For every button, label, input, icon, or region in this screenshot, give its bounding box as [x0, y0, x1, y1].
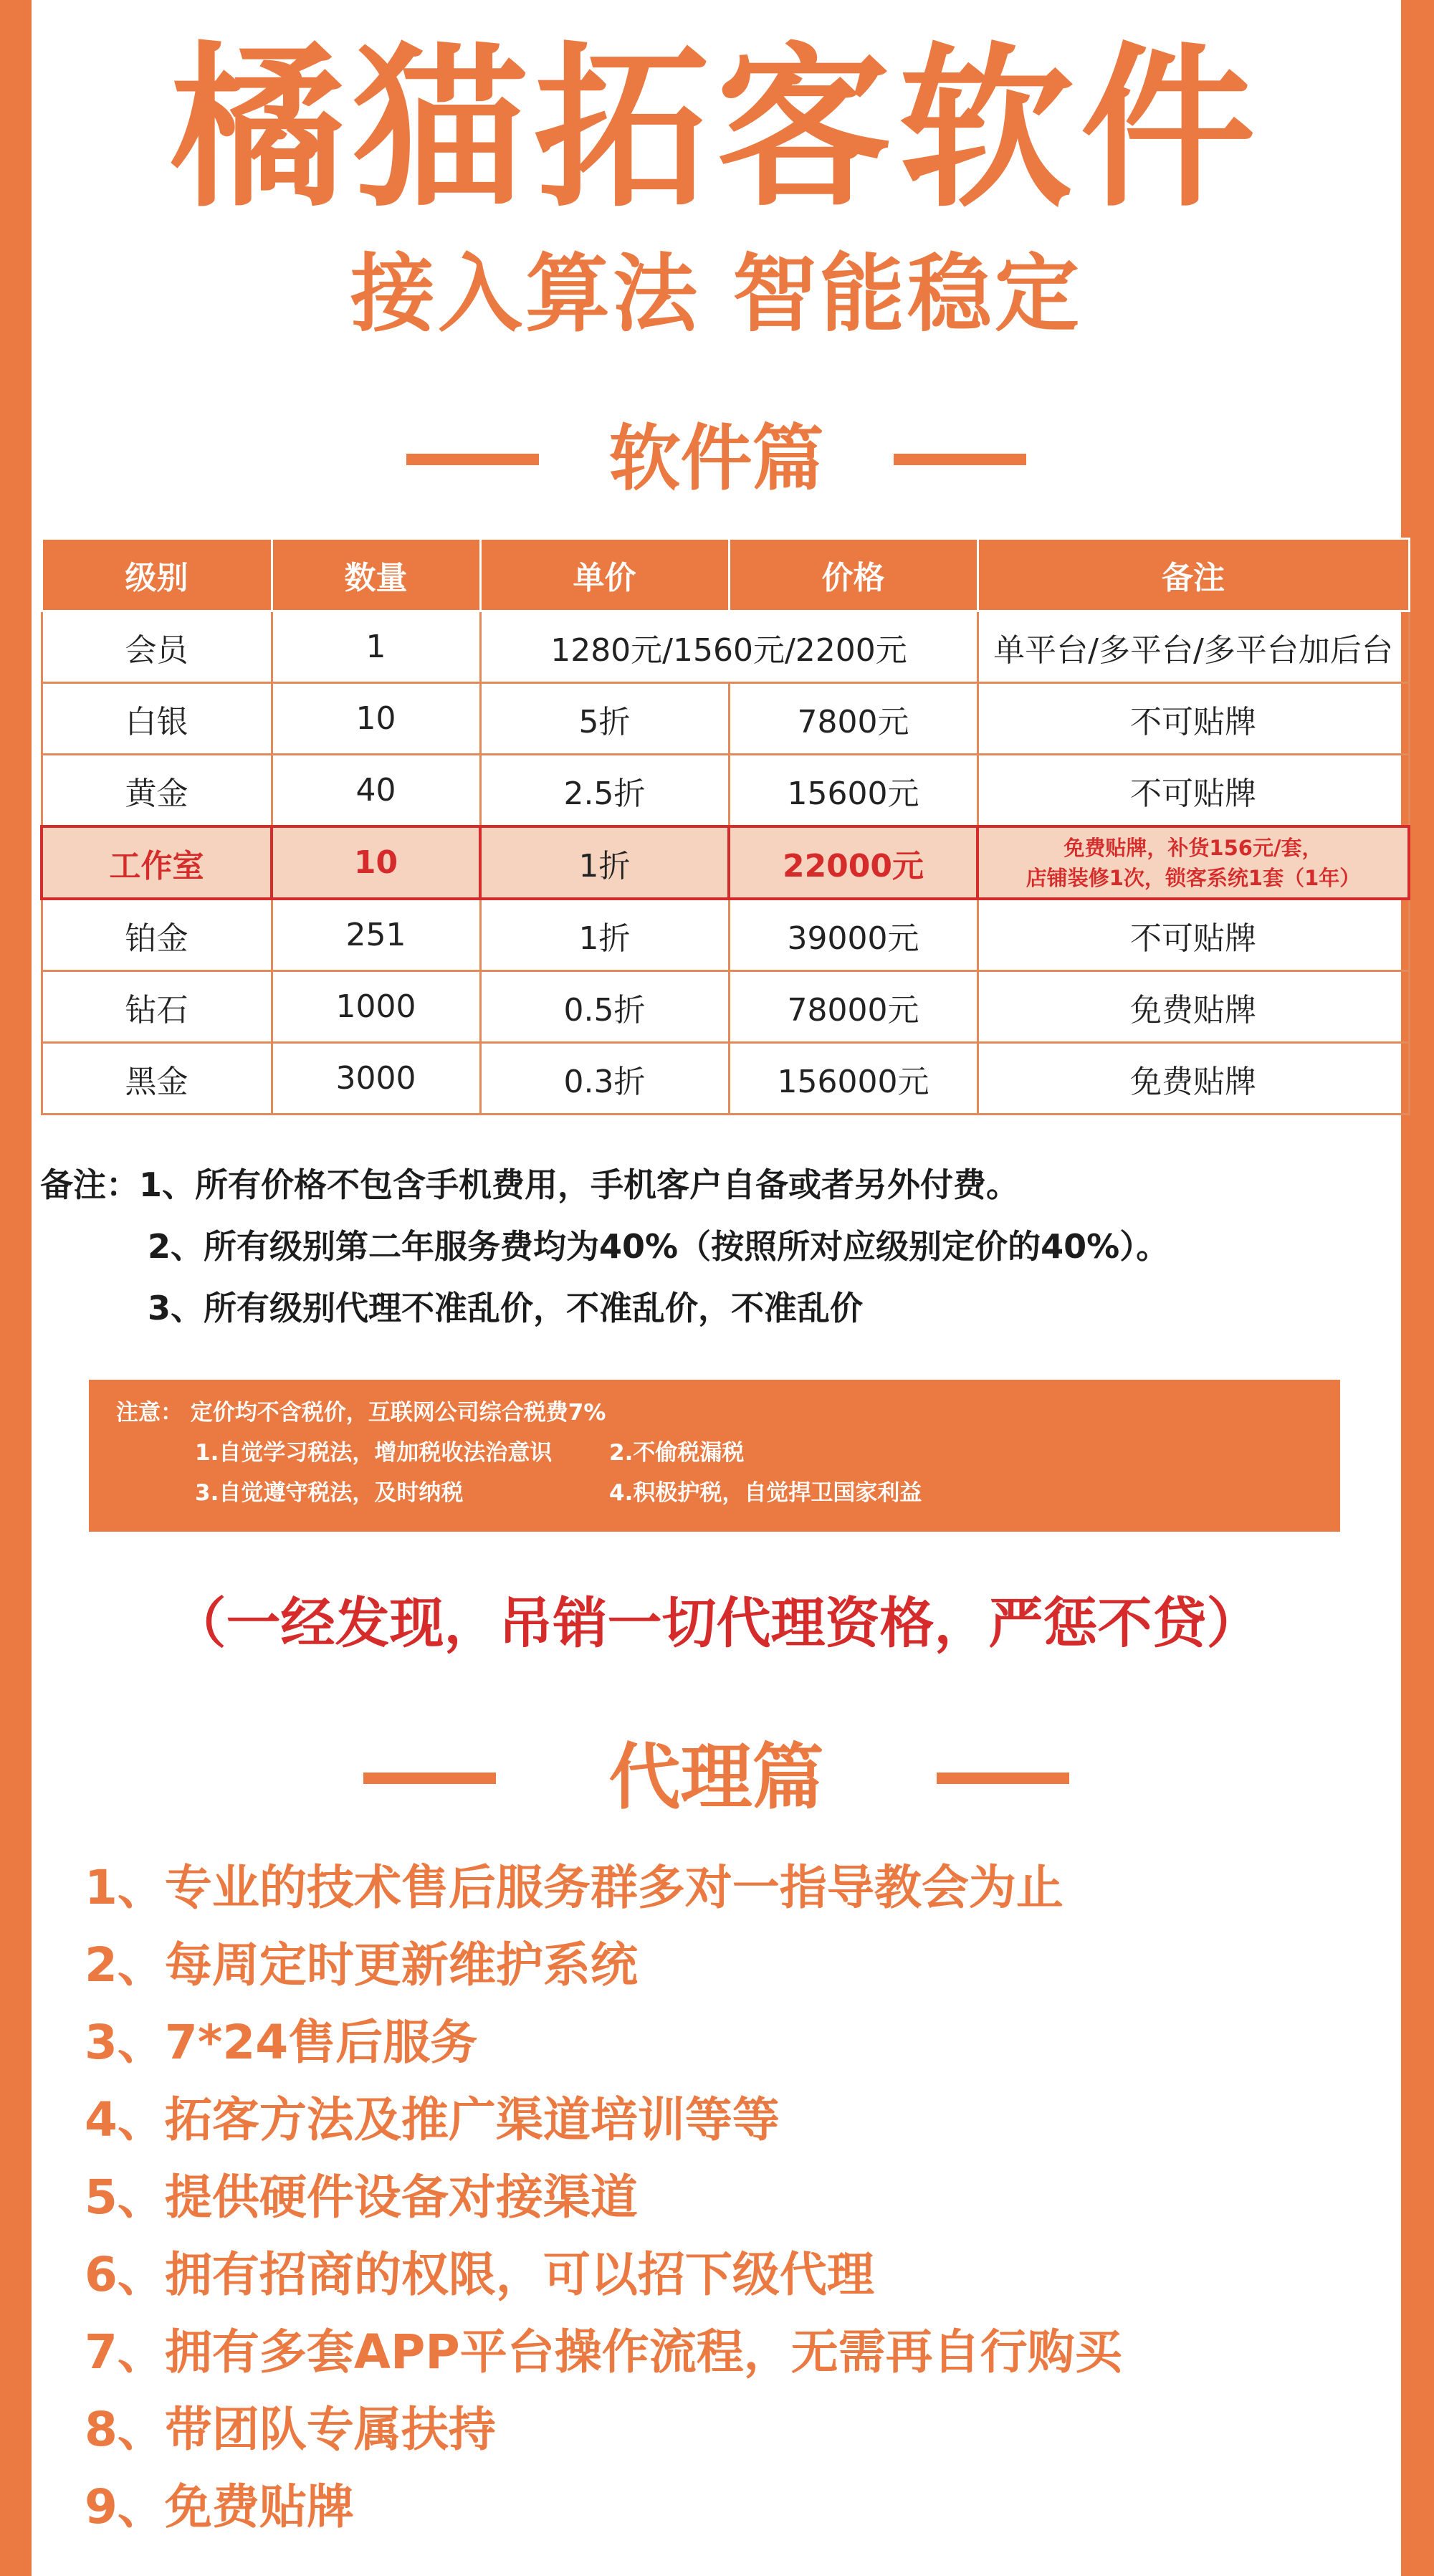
notice-item-4: 4.积极护税，自觉捍卫国家利益 [609, 1480, 922, 1506]
software-heading-text: 软件篇 [608, 416, 824, 500]
list-item: 5、提供硬件设备对接渠道 [85, 2170, 638, 2225]
price-table [40, 538, 1410, 1115]
cell-level: 白银 [42, 683, 272, 755]
cell-unit-price: 0.5折 [480, 971, 729, 1043]
cell-unit-price: 1折 [480, 826, 729, 899]
list-item: 8、带团队专属扶持 [85, 2402, 496, 2457]
cell-level: 铂金 [42, 899, 272, 971]
cell-note: 免费贴牌 [977, 971, 1409, 1043]
tax-notice-box [89, 1380, 1340, 1532]
cell-quantity: 1000 [272, 971, 480, 1043]
list-item: 9、免费贴牌 [85, 2479, 354, 2534]
cell-price: 156000元 [729, 1043, 977, 1115]
remarks-block [40, 1154, 1387, 1339]
note-line-2: 店铺装修1次，锁客系统1套（1年） [1026, 865, 1361, 890]
cell-price: 15600元 [729, 755, 977, 827]
cell-unit-price: 2.5折 [480, 755, 729, 827]
cell-quantity: 10 [272, 683, 480, 755]
cell-unit-price: 1折 [480, 899, 729, 971]
remark-line-2: 2、所有级别第二年服务费均为40%（按照所对应级别定价的40%）。 [148, 1227, 1170, 1266]
cell-level: 工作室 [42, 826, 272, 899]
cell-note: 免费贴牌 [977, 1043, 1409, 1115]
cell-note: 不可贴牌 [977, 755, 1409, 827]
table-row [42, 755, 1409, 827]
heading-dash-right [894, 454, 1026, 465]
cell-level: 黄金 [42, 755, 272, 827]
table-row [42, 899, 1409, 971]
software-section-heading [32, 412, 1401, 505]
cell-note: 单平台/多平台/多平台加后台 [977, 611, 1409, 683]
warning-text: （一经发现，吊销一切代理资格，严惩不贷） [171, 1591, 1261, 1655]
cell-level: 钻石 [42, 971, 272, 1043]
cell-quantity: 3000 [272, 1043, 480, 1115]
note-line-1: 免费贴牌，补货156元/套， [1063, 835, 1323, 860]
list-item: 1、专业的技术售后服务群多对一指导教会为止 [85, 1860, 1063, 1915]
cell-note [977, 826, 1409, 899]
cell-level: 会员 [42, 611, 272, 683]
cell-note: 不可贴牌 [977, 683, 1409, 755]
agent-section-heading [32, 1731, 1401, 1824]
cell-note: 不可贴牌 [977, 899, 1409, 971]
table-row [42, 1043, 1409, 1115]
agent-benefits-list [85, 1849, 1389, 2546]
cell-unit-price: 1280元/1560元/2200元 [480, 611, 977, 683]
notice-item-1: 1.自觉学习税法，增加税收法治意识 [195, 1440, 553, 1466]
agent-heading-text: 代理篇 [608, 1735, 824, 1819]
table-row [42, 683, 1409, 755]
table-row-highlighted [42, 826, 1409, 899]
header-quantity: 数量 [272, 539, 480, 611]
cell-quantity: 10 [272, 826, 480, 899]
cell-level: 黑金 [42, 1043, 272, 1115]
remark-line-1: 备注：1、所有价格不包含手机费用，手机客户自备或者另外付费。 [40, 1165, 1020, 1204]
list-item: 6、拥有招商的权限，可以招下级代理 [85, 2247, 874, 2302]
heading-dash-right [937, 1773, 1069, 1784]
notice-line-1: 注意： 定价均不含税价，互联网公司综合税费7% [116, 1400, 606, 1426]
header-level: 级别 [42, 539, 272, 611]
cell-quantity: 40 [272, 755, 480, 827]
cell-price: 7800元 [729, 683, 977, 755]
table-row [42, 611, 1409, 683]
header-note: 备注 [977, 539, 1409, 611]
cell-quantity: 251 [272, 899, 480, 971]
notice-item-2: 2.不偷税漏税 [609, 1440, 745, 1466]
list-item: 3、7*24售后服务 [85, 2015, 478, 2070]
page-title: 橘猫拓客软件 [170, 27, 1263, 231]
table-row [42, 971, 1409, 1043]
list-item: 7、拥有多套APP平台操作流程，无需再自行购买 [85, 2324, 1122, 2380]
cell-price: 22000元 [729, 826, 977, 899]
right-border-strip [1401, 0, 1434, 2576]
cell-price: 39000元 [729, 899, 977, 971]
page-subtitle: 接入算法 智能稳定 [350, 244, 1083, 343]
table-header-row [42, 539, 1409, 611]
header-price: 价格 [729, 539, 977, 611]
notice-item-3: 3.自觉遵守税法，及时纳税 [195, 1480, 464, 1506]
cell-quantity: 1 [272, 611, 480, 683]
remark-line-3: 3、所有级别代理不准乱价，不准乱价，不准乱价 [148, 1289, 864, 1327]
list-item: 2、每周定时更新维护系统 [85, 1937, 638, 1993]
header-unit-price: 单价 [480, 539, 729, 611]
cell-unit-price: 0.3折 [480, 1043, 729, 1115]
left-border-strip [0, 0, 32, 2576]
list-item: 4、拓客方法及推广渠道培训等等 [85, 2092, 780, 2147]
cell-price: 78000元 [729, 971, 977, 1043]
cell-unit-price: 5折 [480, 683, 729, 755]
